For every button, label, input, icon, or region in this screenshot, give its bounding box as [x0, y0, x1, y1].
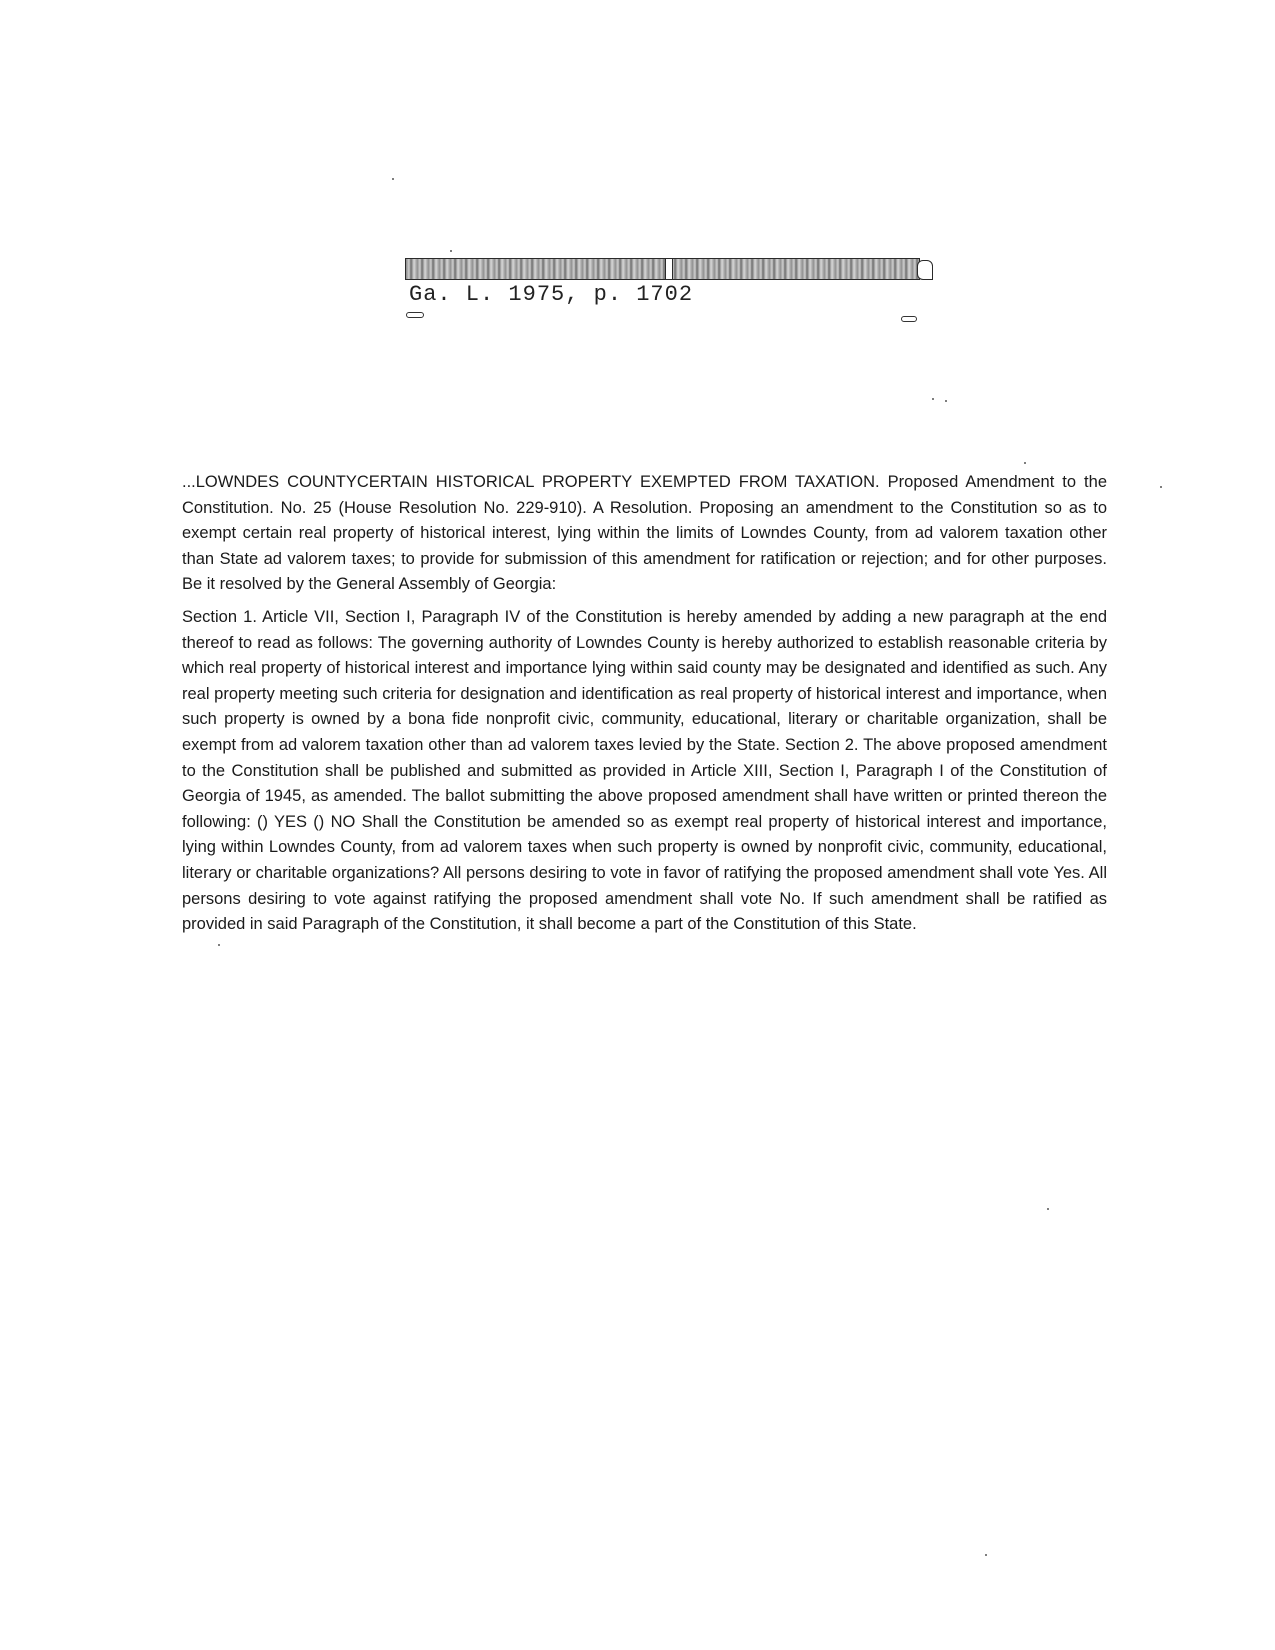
scan-speck	[392, 178, 394, 180]
scan-mark-right	[901, 316, 917, 322]
scan-speck	[985, 1554, 987, 1556]
scan-speck	[450, 250, 452, 252]
redaction-bar	[405, 258, 920, 280]
citation-text: Ga. L. 1975, p. 1702	[409, 282, 694, 307]
scan-speck	[218, 944, 220, 946]
scan-speck	[945, 400, 947, 402]
scan-mark-left	[406, 312, 424, 318]
redaction-end-mark	[917, 260, 933, 280]
paragraph-resolution: ...LOWNDES COUNTYCERTAIN HISTORICAL PROPERTY EXEMPTED FROM TAXATION. Proposed Amendment to the Constitution. No. 25 (House Resolution No. 229-910). A Resolution. Proposing an amendment to the Constitution so as to exempt certain real property of historical interest, lying within the limits of Lowndes County, from ad valorem taxation other than State ad valorem taxes; to provide for submission of this amendment for ratification or rejection; and for other purposes. Be it resolved by the General Assembly of Georgia:	[182, 473, 1107, 594]
document-body	[182, 470, 1107, 945]
paragraph-sections: Section 1. Article VII, Section I, Paragraph IV of the Constitution is hereby amended by adding a new paragraph at the end thereof to read as follows: The governing authority of Lowndes County is hereby authorized to establish reasonable criteria by which real property of historical interest and importance lying within said county may be designated and identified as such. Any real property meeting such criteria for designation and identification as real property of historical interest and importance, when such property is owned by a bona fide nonprofit civic, community, educational, literary or charitable organization, shall be exempt from ad valorem taxation other than ad valorem taxes levied by the State. Section 2. The above proposed amendment to the Constitution shall be published and submitted as provided in Article XIII, Section I, Paragraph I of the Constitution of Georgia of 1945, as amended. The ballot submitting the above proposed amendment shall have written or printed thereon the following: () YES () NO Shall the Constitution be amended so as exempt real property of historical interest and importance, lying within Lowndes County, from ad valorem taxes when such property is owned by nonprofit civic, community, educational, literary or charitable organizations? All persons desiring to vote in favor of ratifying the proposed amendment shall vote Yes. All persons desiring to vote against ratifying the proposed amendment shall vote No. If such amendment shall be ratified as provided in said Paragraph of the Constitution, it shall become a part of the Constitution of this State.	[182, 607, 1107, 934]
scan-speck	[1160, 486, 1162, 488]
scan-speck	[1024, 462, 1026, 464]
citation-header	[405, 258, 920, 307]
scan-speck	[1047, 1208, 1049, 1210]
redaction-gap	[665, 259, 673, 279]
scan-speck	[932, 398, 934, 400]
